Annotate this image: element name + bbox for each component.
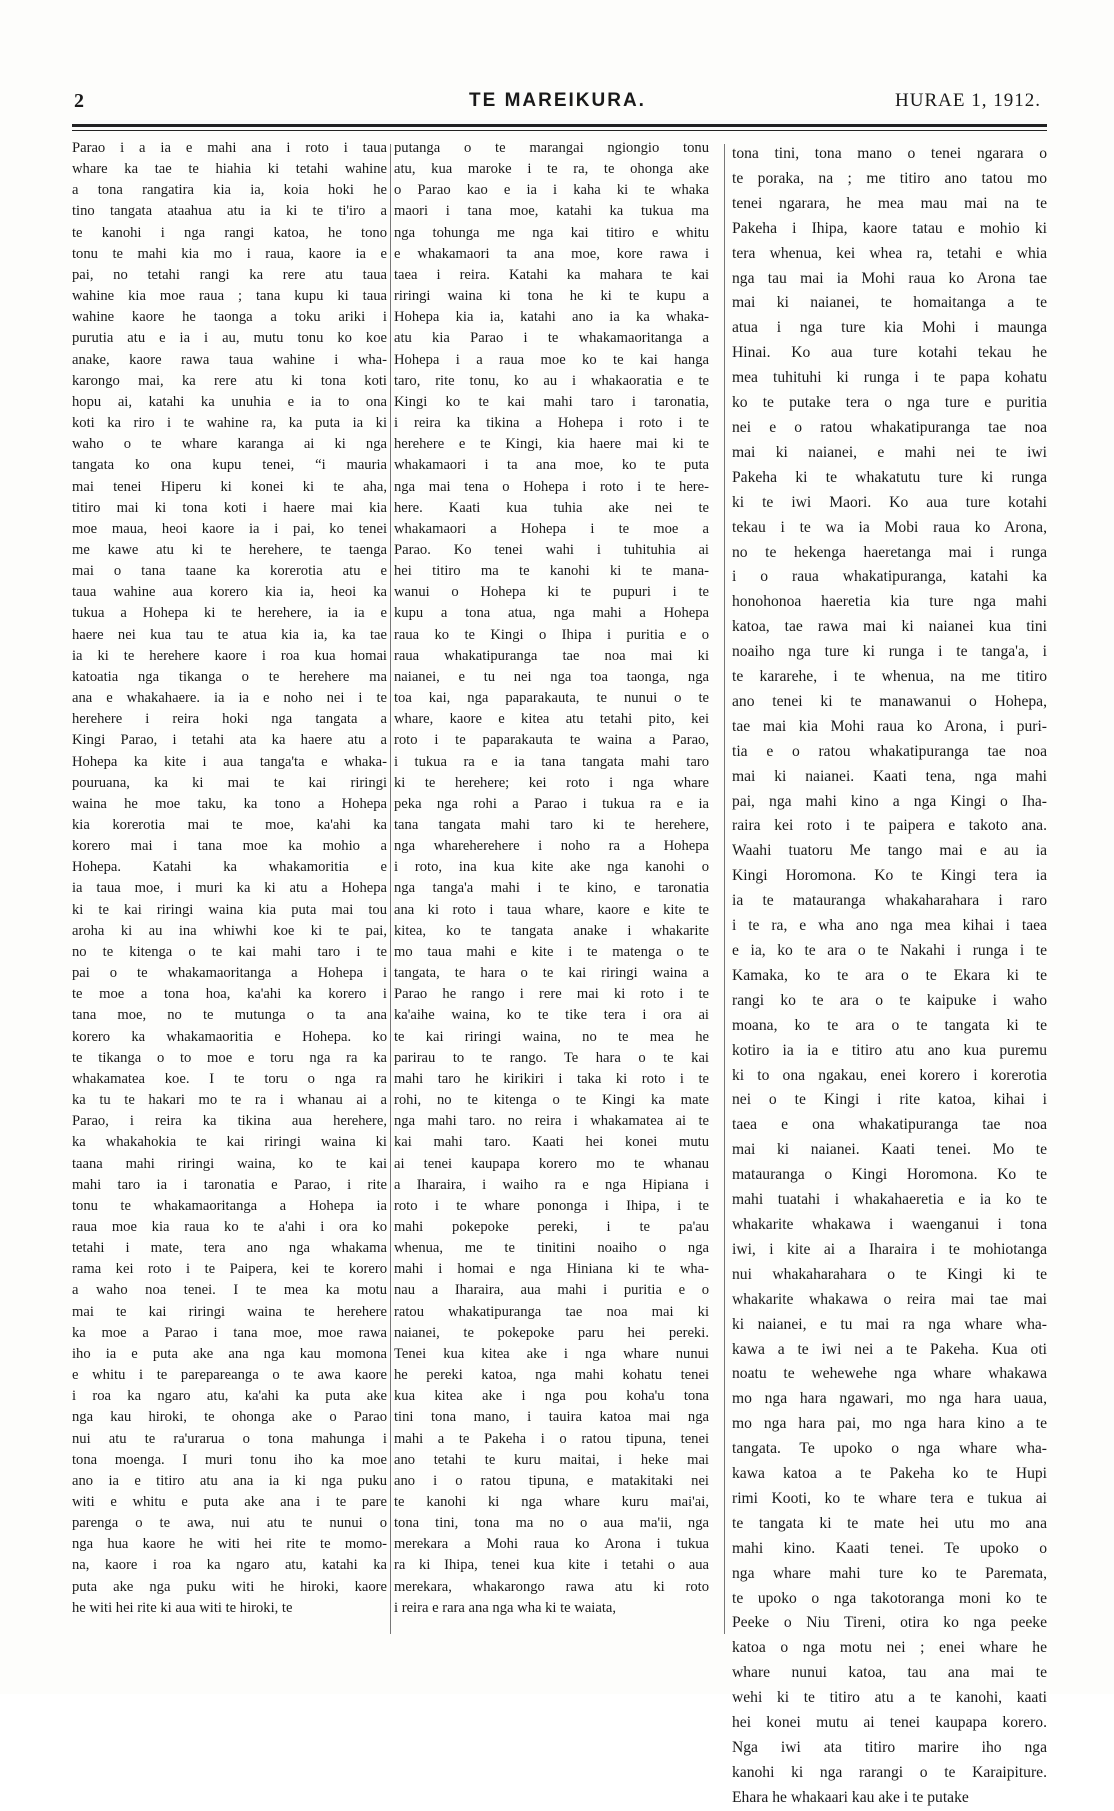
text-line: i te ra, e wha ano nga mea kihai i taea (732, 917, 1047, 935)
text-line: Waahi tuatoru Me tango mai e au ia (732, 842, 1047, 860)
text-line: purutia atu e ia i au, mutu tonu ko koe (72, 330, 387, 347)
text-line: mahi kino. Kaati tenei. Te upoko o (732, 1539, 1047, 1557)
text-line: tenei ngarara, he mea mau mai na te (732, 194, 1047, 212)
text-line: noatu te wehewehe nga whare whakawa (732, 1365, 1047, 1383)
text-line: tona tini, tona mano o tenei ngarara o (732, 145, 1047, 162)
text-line: tona moenga. I muri tonu iho ka moe (72, 1451, 387, 1468)
text-line: raira kei roto i te paipera e takoto ana. (732, 817, 1047, 835)
text-line: ano i o ratou tipuna, e matakitaki nei (394, 1472, 709, 1489)
text-line: i roa ka ngaro atu, ka'ahi ka puta ake (72, 1388, 387, 1405)
text-line: merekara a Mohi raua ko Arona i tukua (394, 1536, 709, 1553)
text-line: Hohepa ka kite i aua tanga'ta e whaka- (72, 753, 387, 770)
text-line: ki te herehere; kei roto i nga whare (394, 774, 709, 791)
text-line: nga hua kaore he witi hei rite te momo- (72, 1536, 387, 1553)
text-line: Hinai. Ko aua ture kotahi tekau he (732, 344, 1047, 362)
text-line: kupu a tona atua, nga mahi a Hohepa (394, 605, 709, 622)
text-line: tini tona mano, i tauira katoa mai nga (394, 1409, 709, 1426)
text-line: iwi, i kite ai a Iharaira i te mohiotanga (732, 1240, 1047, 1258)
text-line: whakamaori i ta ana moe, ko te puta (394, 457, 709, 474)
text-line: nga whareherehere i noho ra a Hohepa (394, 838, 709, 855)
text-line: Hohepa kia ia, katahi ano ia ka whaka- (394, 309, 709, 326)
text-line: naianei, te pokepoke paru hei pereki. (394, 1324, 709, 1341)
text-line: karongo mai, ka rere atu ki tona koti (72, 372, 387, 389)
text-line: whakamaori a Hohepa i te moe a (394, 520, 709, 537)
text-line: tera whenua, kei whea ra, tetahi e whia (732, 244, 1047, 262)
text-line: Kingi ko te kai mahi taro i taronatia, (394, 393, 709, 410)
text-line: kitea, ko te tangata anake i whakarite (394, 922, 709, 939)
text-line: witi e whitu e puta ake ana i te pare (72, 1494, 387, 1510)
text-line: tia e o ratou whakatipuranga tae noa (732, 742, 1047, 760)
text-line: mai ki naianei. Kaati tenei. Mo te (732, 1141, 1047, 1159)
text-line: peka nga rohi a Parao i tukua ra e ia (394, 795, 709, 812)
text-line: ka whakahokia te kai riringi waina ki (72, 1134, 387, 1151)
text-line: here. Kaati kua tuhia ake nei te (394, 499, 709, 516)
text-line: Pakeha i Ihipa, kaore tatau e mohio ki (732, 219, 1047, 237)
text-line: tana tangata mahi taro ki te herehere, (394, 817, 709, 833)
text-line: ki to ona ngakau, enei korero i korerotia (732, 1066, 1047, 1084)
text-line: moe maua, heoi kaore ia i pai, ko tenei (72, 520, 387, 537)
text-line: taea i reira. Katahi ka mahara te kai (394, 266, 709, 283)
text-line: mai o tana taane ka korerotia atu e (72, 563, 387, 580)
text-line: puta ake nga puku witi he hiroki, kaore (72, 1578, 387, 1595)
text-line: tangata ko ona kupu tenei, “i mauria (72, 457, 387, 474)
text-line: pouruana, ka ki mai te kai riringi (72, 774, 387, 791)
text-line: ka'aihe waina, ko te tike tera i ora ai (394, 1007, 709, 1024)
text-line: nga kau hiroki, te ohonga ake o Parao (72, 1409, 387, 1426)
text-line: putanga o te marangai ngiongio tonu (394, 140, 709, 156)
text-line: Kingi Horomona. Ko te Kingi tera ia (732, 867, 1047, 885)
text-line: waho o te whare karanga ai ki nga (72, 436, 387, 453)
column-divider (724, 144, 725, 1634)
text-line: Hohepa. Katahi ka whakamoritia e (72, 859, 387, 876)
text-line: whare ka tae te hiahia ki tetahi wahine (72, 161, 387, 178)
text-line: mai ki naianei. Kaati tena, nga mahi (732, 767, 1047, 785)
text-line: pai, no tetahi rangi ka rere atu taua (72, 266, 387, 283)
text-line: Kingi Parao, i tetahi ata ka haere atu a (72, 732, 387, 749)
text-line: i tukua ra e ia tana tangata mahi taro (394, 753, 709, 770)
text-line: iho ia e puta ake ana nga kau momona (72, 1345, 387, 1362)
text-line: Nga iwi ata titiro marire iho nga (732, 1739, 1047, 1756)
text-line: koti ka riro i te wahine ra, ka puta ia ki (72, 415, 387, 432)
text-line: Parao. Ko tenei wahi i tuhituhia ai (394, 541, 709, 558)
text-line: waina he moe taku, ka tono a Hohepa (72, 795, 387, 812)
text-line: hopu ai, katahi ka unuhia e ia to ona (72, 393, 387, 410)
text-line: mahi taro he kirikiri i taka ki roto i te (394, 1070, 709, 1087)
text-line: honohonoa haeretia kia ture nga mahi (732, 593, 1047, 611)
text-line: atu, kua maroke i te ra, te ohonga ake (394, 161, 709, 178)
issue-date: HURAE 1, 1912. (895, 90, 1041, 111)
text-line: rangi ko te ara o te kaipuke i waho (732, 991, 1047, 1009)
text-line: i o raua whakatipuranga, katahi ka (732, 568, 1047, 586)
text-line: ano tenei ki te manawanui o Hohepa, (732, 692, 1047, 710)
text-line: nga tohunga me nga kai titiro e whitu (394, 224, 709, 241)
text-line: nei e o ratou whakatipuranga tae noa (732, 418, 1047, 436)
text-line: katoatia nga tikanga o te herehere ma (72, 668, 387, 685)
text-line: te tikanga o to moe e toru nga ra ka (72, 1049, 387, 1066)
text-line: parenga o te awa, nui atu te nunui o (72, 1515, 387, 1532)
text-line: tekau i te wa ia Mobi raua ko Arona, (732, 518, 1047, 536)
text-line: kawa katoa a te Pakeha ko te Hupi (732, 1465, 1047, 1483)
text-line: Ehara he whakaari kau ake i te putake (732, 1788, 969, 1806)
text-line: roto i te whare pononga i Ihipa, i te (394, 1197, 709, 1214)
text-line: ki te kai riringi waina kia puta mai tou (72, 901, 387, 918)
text-line: kotiro ia ia e titiro atu ano kua puremu (732, 1041, 1047, 1059)
text-line: ana e whakahaere. ia ia e noho nei i te (72, 690, 387, 707)
text-line: ki naianei, e tu mai ra nga whare wha- (732, 1315, 1047, 1333)
text-line: kia korerotia mai te moe, ka'ahi ka (72, 817, 387, 833)
text-line: tonu te whakamaoritanga a Hohepa ia (72, 1197, 387, 1214)
text-line: na, kaore i roa ka ngaro atu, katahi ka (72, 1557, 387, 1574)
text-line: nga whare mahi ture ko te Paremata, (732, 1564, 1047, 1582)
text-line: me kawe atu ki te herehere, te taenga (72, 541, 387, 558)
article-columns (72, 138, 1047, 1806)
text-line: taana mahi riringi waina, ko te kai (72, 1155, 387, 1172)
masthead-title: TE MAREIKURA. (469, 90, 646, 111)
text-line: mahi i homai e nga Hiniana ki te wha- (394, 1261, 709, 1278)
text-line: mo nga hara pai, mo nga hara kino a te (732, 1415, 1047, 1433)
text-line: Peeke o Niu Tireni, otira ko nga peeke (732, 1614, 1047, 1632)
text-line: ra ki Ihipa, tenei kua kite i tetahi o aua (394, 1557, 709, 1574)
text-line: he witi hei rite ki aua witi te hiroki, te (72, 1599, 293, 1616)
text-line: atua i nga ture kia Mohi i maunga (732, 319, 1047, 337)
text-line: mea tuhituhi ki runga i te papa kohatu (732, 369, 1047, 387)
text-line: te kanohi i nga rangi katoa, he tono (72, 224, 387, 241)
text-line: tana moe, no te mutunga o ta ana (72, 1007, 387, 1024)
text-line: Hohepa i a raua moe ko te kai hanga (394, 351, 709, 368)
text-line: whare nunui katoa, tau ana mai te (732, 1664, 1047, 1682)
text-line: whenua, me te tinitini noaiho o nga (394, 1240, 709, 1257)
text-line: mahi a te Pakeha i o ratou tipuna, tenei (394, 1430, 709, 1447)
text-line: rohi, no te kitenga o te Kingi ka mate (394, 1092, 709, 1109)
text-line: ai tenei kaupapa korero mo te whanau (394, 1155, 709, 1172)
text-column-3 (732, 142, 1047, 1811)
text-line: hei titiro ma te kanohi ki te mana- (394, 563, 709, 580)
text-line: ano tetahi te kuru maitai, i heke mai (394, 1451, 709, 1468)
text-line: whare, kaore e kitea atu tetahi pito, kei (394, 711, 709, 728)
text-line: Tenei kua kitea ake i nga whare nunui (394, 1345, 709, 1362)
text-line: i reira e rara ana nga wha ki te waiata, (394, 1599, 617, 1616)
text-line: te kai riringi waina, no te mea he (394, 1028, 709, 1045)
text-line: aroha ki au ina whiwhi koe ki te pai, (72, 922, 387, 939)
text-line: e whitu i te parepareanga o te awa kaore (72, 1367, 387, 1384)
text-line: te kararehe, i te whenua, na me titiro (732, 668, 1047, 686)
text-line: nga tau mai ia Mohi raua ko Arona tae (732, 269, 1047, 287)
text-line: ka tu te hakari mo te ra i whanau ai a (72, 1092, 387, 1109)
text-line: korero ka whakamaoritia e Hohepa. ko (72, 1028, 387, 1045)
text-line: kanohi ki nga rarangi o te Karaipiture. (732, 1763, 1047, 1781)
text-line: pai o te whakamaoritanga a Hohepa i (72, 965, 387, 982)
text-line: taua wahine aua korero kia ia, heoi ka (72, 584, 387, 601)
text-line: mai ki naianei, te homaitanga a te (732, 294, 1047, 312)
text-line: mahi taro ia i taronatia e Parao, i rite (72, 1176, 387, 1193)
text-line: anake, kaore rawa taua wahine i wha- (72, 351, 387, 368)
text-line: mahi pokepoke pereki, i te pa'au (394, 1218, 709, 1235)
text-line: maori i tana moe, katahi ka tukua ma (394, 203, 709, 220)
text-line: riringi waina ki tona he ki te kupu a (394, 288, 709, 305)
text-line: e whakamaori ta ana moe, kore rawa i (394, 245, 709, 262)
text-line: moana, ko te ara o te tangata ki te (732, 1016, 1047, 1034)
text-line: herehere i reira hoki nga tangata a (72, 711, 387, 728)
text-line: tangata, te hara o te kai riringi waina a (394, 965, 709, 982)
text-line: parirau to te rango. Te hara o te kai (394, 1049, 709, 1066)
text-line: raua ko te Kingi o Ihipa i puritia e o (394, 626, 709, 643)
text-line: ka moe a Parao i tana moe, moe rawa (72, 1324, 387, 1341)
text-line: mahi tuatahi i whakahaeretia e ia ko te (732, 1191, 1047, 1209)
text-line: tae mai kia Mohi raua ko Arona, i puri- (732, 717, 1047, 735)
text-line: te tangata ki te mate hei utu mo ana (732, 1514, 1047, 1532)
text-line: korero mai i tana moe ka mohio a (72, 838, 387, 855)
text-line: e ia, ko te ara o te Nakahi i runga i te (732, 942, 1047, 959)
text-line: a Iharaira, i waiho ra e nga Hipiana i (394, 1176, 709, 1193)
text-column-2 (394, 138, 709, 1619)
text-line: ratou whakatipuranga tae noa mai ki (394, 1303, 709, 1320)
text-line: kawa a te iwi nei a te Pakeha. Kua oti (732, 1340, 1047, 1358)
text-line: kai mahi taro. Kaati hei konei mutu (394, 1134, 709, 1151)
text-line: tukua a Hohepa ki te herehere, ia ia e (72, 605, 387, 622)
text-line: Kamaka, ko te ara o te Ekara ki te (732, 966, 1047, 984)
text-line: pai, nga mahi kino a nga Kingi o Iha- (732, 792, 1047, 810)
text-line: i reira ka tikina a Hohepa i roto i te (394, 415, 709, 432)
page-number: 2 (74, 90, 84, 112)
text-line: taro, rite tonu, ko au i whakaoratia e te (394, 372, 709, 389)
text-line: he pereki katoa, nga mahi kohatu tenei (394, 1367, 709, 1384)
text-line: whakarite whakawa i waenganui i tona (732, 1215, 1047, 1233)
text-line: ko te putake tera o nga ture e puritia (732, 394, 1047, 412)
text-line: ana ki roto i taua whare, kaore e kite te (394, 901, 709, 918)
text-line: atu kia Parao i te whakamaoritanga a (394, 330, 709, 347)
page-header (70, 86, 1045, 116)
text-line: naianei, e tu nei nga toa taonga, nga (394, 668, 709, 685)
text-line: tona tini, tona ma no o aua ma'ii, nga (394, 1515, 709, 1532)
text-line: tangata. Te upoko o nga whare wha- (732, 1440, 1047, 1458)
text-line: noaiho nga ture ki runga i te tanga'a, i (732, 643, 1047, 661)
text-line: ki te iwi Maori. Ko aua ture kotahi (732, 493, 1047, 511)
text-line: taea e ona whakatipuranga tae noa (732, 1116, 1047, 1134)
text-line: i roto, ina kua kite ake nga kanohi o (394, 859, 709, 876)
text-line: haere nei kua tau te atua kia ia, ka tae (72, 626, 387, 643)
text-line: no te hekenga haeretanga mai i runga (732, 543, 1047, 561)
text-line: hei konei mutu ai tenei kaupapa korero. (732, 1714, 1047, 1732)
text-line: Parao i a ia e mahi ana i roto i taua (72, 140, 387, 156)
text-line: katoa o nga motu nei ; enei whare he (732, 1639, 1047, 1657)
text-line: nui whakaharahara o te Kingi ki te (732, 1265, 1047, 1283)
text-line: whakarite whakawa o reira mai tae mai (732, 1290, 1047, 1308)
text-line: katoa, tae rawa mai ki naianei kua tini (732, 618, 1047, 636)
text-line: Parao, i reira ka tikina aua herehere, (72, 1113, 387, 1130)
text-line: rimi Kooti, ko te whare tera e tukua ai (732, 1489, 1047, 1507)
column-divider (390, 144, 391, 1634)
text-line: mo nga hara ngawari, mo nga hara uaua, (732, 1390, 1047, 1408)
text-line: ano ia e titiro atu ana ia ki nga puku (72, 1472, 387, 1489)
text-line: nga tanga'a mahi i te kino, e taronatia (394, 880, 709, 897)
text-line: a waho noa tenei. I te mea ka motu (72, 1282, 387, 1299)
text-line: nui atu te ra'urarua o tona mahunga i (72, 1430, 387, 1447)
text-column-1 (72, 138, 387, 1619)
text-line: roto i te paparakauta te waina a Parao, (394, 732, 709, 749)
text-line: te poraka, na ; me titiro ano tatou mo (732, 169, 1047, 187)
text-line: mo taua mahi e kite i te matenga o te (394, 943, 709, 960)
text-line: nau a Iharaira, aua mahi i puritia e o (394, 1282, 709, 1299)
text-line: a tona rangatira kia ia, koia hoki he (72, 182, 387, 199)
text-line: wehi ki te titiro atu a te kanohi, kaati (732, 1689, 1047, 1707)
header-rule-thick (72, 124, 1047, 127)
text-line: te moe a tona hoa, ka'ahi ka korero i (72, 986, 387, 1003)
text-line: tino tangata ataahua atu ia ki te ti'iro a (72, 203, 387, 220)
text-line: o Parao kao e ia i kaha ki te whaka (394, 182, 709, 199)
text-line: herehere e te Kingi, kia haere mai ki te (394, 436, 709, 453)
text-line: raua moe kia raua ko te a'ahi i ora ko (72, 1218, 387, 1235)
text-line: nei o te Kingi i rite katoa, kihai i (732, 1091, 1047, 1109)
text-line: mai tenei Hiperu ki konei ki te aha, (72, 478, 387, 495)
text-line: raua whakatipuranga tae noa mai ki (394, 647, 709, 664)
text-line: ia taua moe, i muri ka ki atu a Hohepa (72, 880, 387, 897)
text-line: tonu te mahi kia mo i raua, kaore ia e (72, 245, 387, 262)
text-line: wahine kia moe raua ; tana kupu ki taua (72, 288, 387, 305)
text-line: tetahi i mate, tera ano nga whakama (72, 1240, 387, 1257)
text-line: te upoko o nga takotoranga moni ko te (732, 1589, 1047, 1607)
text-line: wanui o Hohepa ki te pupuri i te (394, 584, 709, 601)
text-line: nga mahi taro. no reira i whakamatea ai te (394, 1113, 709, 1130)
text-line: nga mai tena o Hohepa i roto i te here- (394, 478, 709, 495)
text-line: no te kitenga o te kai mahi taro i te (72, 943, 387, 960)
text-line: whakamatea koe. I te toru o nga ra (72, 1070, 387, 1087)
text-line: te kanohi ki nga whare kuru mai'ai, (394, 1494, 709, 1510)
text-line: kua kitea ake i nga pou koha'u tona (394, 1388, 709, 1405)
text-line: matauranga o Kingi Horomona. Ko te (732, 1166, 1047, 1184)
text-line: Parao he rango i rere mai ki roto i te (394, 986, 709, 1003)
text-line: titiro mai ki tona koti i haere mai kia (72, 499, 387, 516)
text-line: mai te kai riringi waina te herehere (72, 1303, 387, 1320)
text-line: rama kei roto i te Paipera, kei te korero (72, 1261, 387, 1278)
text-line: Pakeha ki te whakatutu ture ki runga (732, 468, 1047, 486)
text-line: ia ki te herehere kaore i roa kua homai (72, 647, 387, 664)
text-line: merekara, whakarongo rawa atu ki roto (394, 1578, 709, 1595)
text-line: mai ki naianei, e mahi nei te iwi (732, 443, 1047, 461)
text-line: toa kai, nga paparakauta, te nunui o te (394, 690, 709, 707)
text-line: ia te matauranga whakaharahara i raro (732, 892, 1047, 910)
header-rule-thin (72, 130, 1047, 131)
text-line: wahine kaore he taonga a toku ariki i (72, 309, 387, 326)
